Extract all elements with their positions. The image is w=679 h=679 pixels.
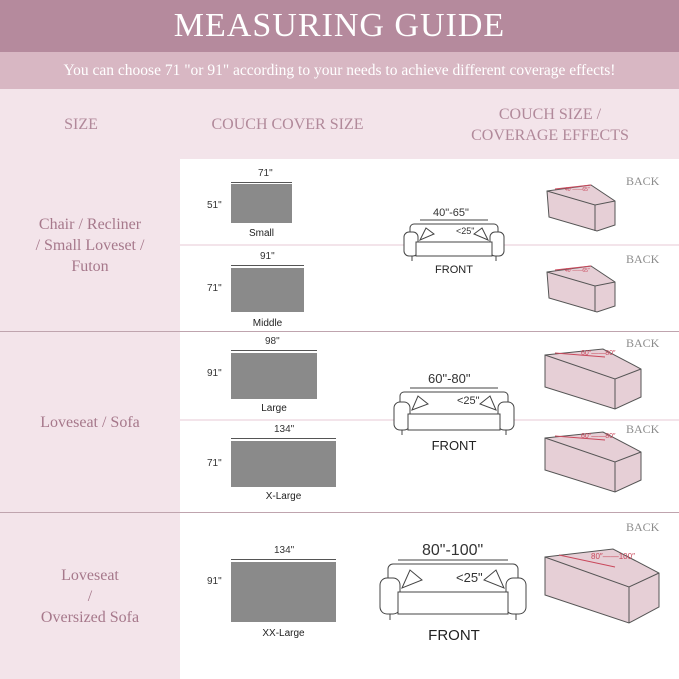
back-label: BACK	[626, 174, 660, 188]
cover-name: Middle	[252, 318, 283, 329]
couch-front-icon	[402, 218, 506, 264]
cover-swatch-middle	[231, 268, 304, 312]
size-cell-row3	[0, 513, 180, 679]
svg-text:40″——65″: 40″——65″	[565, 187, 590, 193]
cover-name: Small	[248, 228, 274, 239]
back-label: BACK	[626, 520, 660, 534]
svg-text:40″——65″: 40″——65″	[565, 268, 590, 274]
cover-height: 71"	[207, 458, 222, 469]
header-cover-size: COUCH COVER SIZE	[211, 116, 364, 133]
couch-depth: <25"	[457, 395, 480, 407]
cover-name: Large	[261, 403, 287, 414]
back-label: BACK	[626, 252, 660, 266]
size-label: Futon	[71, 257, 109, 275]
size-label: / Small Loveset /	[35, 236, 145, 254]
cover-swatch-small	[231, 184, 292, 223]
cover-height: 91"	[207, 576, 222, 587]
cover-width: 91"	[260, 251, 275, 262]
couch-range: 40"-65"	[433, 207, 469, 219]
cover-height: 91"	[207, 368, 222, 379]
couch-front-label: FRONT	[435, 264, 473, 276]
svg-text:60″——80″: 60″——80″	[581, 433, 616, 440]
size-cell-row2	[0, 332, 180, 512]
cover-swatch-large	[231, 353, 317, 399]
header-size: SIZE	[64, 116, 98, 133]
coverage-effect-small	[543, 181, 619, 233]
cover-width: 98"	[265, 336, 280, 347]
header-couch-size-line1: COUCH SIZE /	[498, 106, 602, 123]
cover-swatch-x-large	[231, 441, 336, 487]
size-cell-row1	[0, 159, 180, 331]
couch-front-label: FRONT	[431, 438, 477, 453]
cover-width: 134"	[274, 545, 295, 556]
page-title: MEASURING GUIDE	[0, 0, 679, 52]
cover-width: 134"	[274, 424, 295, 435]
back-label: BACK	[626, 422, 660, 436]
header-couch-size-line2: COVERAGE EFFECTS	[471, 127, 629, 144]
svg-text:60″——80″: 60″——80″	[581, 350, 616, 357]
dimension-line	[231, 350, 317, 351]
couch-front-icon	[378, 558, 528, 626]
dimension-line	[231, 559, 336, 560]
cover-swatch-xx-large	[231, 562, 336, 622]
back-label: BACK	[626, 336, 660, 350]
couch-range: 60"-80"	[428, 371, 471, 386]
size-label: Loveseat / Sofa	[40, 413, 140, 431]
size-label: Loveseat	[61, 566, 119, 584]
header-couch-size	[445, 104, 655, 146]
cover-height: 51"	[207, 200, 222, 211]
couch-depth: <25"	[456, 570, 483, 585]
svg-text:80″——100″: 80″——100″	[591, 552, 635, 561]
coverage-effect-middle	[543, 262, 619, 314]
size-label: Oversized Sofa	[40, 608, 140, 626]
cover-name: XX-Large	[262, 628, 305, 639]
size-label: Chair / Recliner	[38, 215, 142, 233]
couch-depth: <25"	[456, 226, 475, 236]
coverage-effect-large	[541, 345, 645, 413]
dimension-line	[231, 438, 336, 439]
couch-front-icon	[392, 386, 516, 438]
coverage-effect-x-large	[541, 428, 645, 496]
dimension-line	[231, 265, 304, 266]
size-label: /	[87, 587, 93, 605]
cover-height: 71"	[207, 283, 222, 294]
cover-width: 71"	[258, 168, 273, 179]
dimension-line	[231, 182, 292, 183]
couch-range: 80"-100"	[422, 542, 484, 559]
couch-front-label: FRONT	[428, 627, 480, 644]
page-subtitle: You can choose 71 "or 91" according to your needs to achieve different coverage effects!	[0, 52, 679, 89]
cover-name: X-Large	[265, 491, 302, 502]
coverage-effect-xx-large	[541, 545, 663, 631]
table-header	[0, 89, 679, 159]
